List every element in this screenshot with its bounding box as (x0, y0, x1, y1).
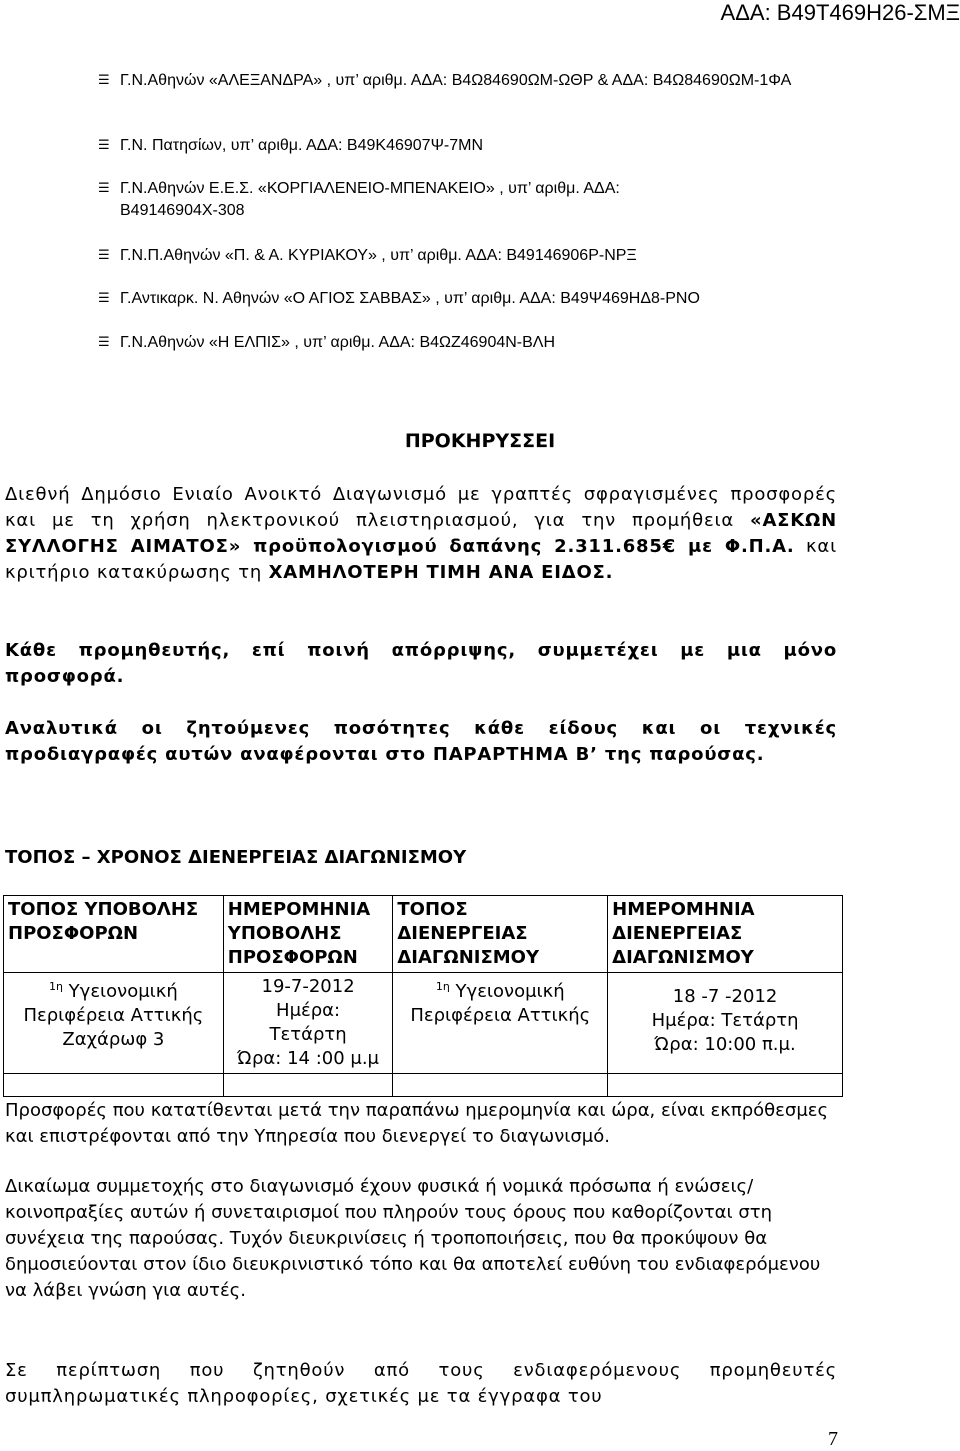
list-item-text: Γ.Αντικαρκ. Ν. Αθηνών «Ο ΑΓΙΟΣ ΣΑΒΒΑΣ» , υπ’ αριθμ. ΑΔΑ: Β49Ψ469ΗΔ8-ΡΝΟ (120, 290, 700, 307)
table-cell (608, 1074, 843, 1097)
table-cell: 19-7-2012 Ημέρα: Τετάρτη Ώρα: 14 :00 μ.μ (223, 973, 393, 1074)
schedule-table (3, 895, 843, 1097)
table-row (4, 973, 843, 1074)
intro-text-cont: και κριτήριο κατακύρωσης τη (5, 536, 837, 583)
page-number: 7 (828, 1428, 838, 1450)
table-cell: $^{1\eta}$ Υγειονομική Περιφέρεια Αττικής (393, 973, 608, 1074)
list-item-text: Γ.Ν.Αθηνών Ε.Ε.Σ. «ΚΟΡΓΙΑΛΕΝΕΙΟ-ΜΠΕΝΑΚΕΙΟ» , υπ’ αριθμ. ΑΔΑ: Β49146904Χ-308 (120, 180, 620, 219)
bullet-icon: ☰ (98, 335, 110, 350)
bullet-icon: ☰ (98, 73, 110, 88)
additional-info-paragraph: Σε περίπτωση που ζητηθούν από τους ενδιαφερόμενους προμηθευτές συμπληρωματικές πληροφορίες, σχετικές με τα έγγραφα του (5, 1360, 837, 1407)
award-criterion: ΧΑΜΗΛΟΤΕΡΗ ΤΙΜΗ ΑΝΑ ΕΙΔΟΣ. (268, 562, 614, 583)
intro-paragraph (5, 482, 837, 586)
col-header: ΗΜΕΡΟΜΗΝΙΑ ΥΠΟΒΟΛΗΣ ΠΡΟΣΦΟΡΩΝ (223, 896, 393, 973)
list-item-text: Γ.Ν.Αθηνών «Η ΕΛΠΙΣ» , υπ’ αριθμ. ΑΔΑ: Β4ΩΖ46904Ν-ΒΛΗ (120, 334, 556, 351)
ada-header: ΑΔΑ: Β49Τ469Η26-ΣΜΞ (720, 0, 960, 25)
intro-text: Διεθνή Δημόσιο Ενιαίο Ανοικτό Διαγωνισμό με γραπτές σφραγισμένες προσφορές και με τη χρήση ηλεκτρονικού πλειστηριασμού, για την προμήθεια (5, 484, 837, 531)
single-offer-paragraph: Κάθε προμηθευτής, επί ποινή απόρριψης, συμμετέχει με μια μόνο προσφορά. (5, 640, 837, 687)
specs-paragraph: Αναλυτικά οι ζητούμενες ποσότητες κάθε είδους και οι τεχνικές προδιαγραφές αυτών αναφέρονται στο ΠΑΡΑΡΤΗΜΑ Β’ της παρούσας. (5, 718, 837, 765)
list-item (98, 332, 820, 354)
col-header: ΤΟΠΟΣ ΥΠΟΒΟΛΗΣ ΠΡΟΣΦΟΡΩΝ (4, 896, 224, 973)
list-item (98, 245, 820, 267)
list-item-text: Γ.Ν. Πατησίων, υπ’ αριθμ. ΑΔΑ: Β49Κ46907Ψ-7ΜΝ (120, 137, 484, 154)
list-item (98, 178, 740, 222)
table-row (4, 1074, 843, 1097)
bullet-icon: ☰ (98, 248, 110, 263)
list-item-text: Γ.Ν.Π.Αθηνών «Π. & Α. ΚΥΡΙΑΚΟΥ» , υπ’ αριθμ. ΑΔΑ: Β49146906Ρ-ΝΡΞ (120, 247, 637, 264)
bullet-icon: ☰ (98, 181, 110, 196)
bullet-icon: ☰ (98, 138, 110, 153)
page-title: ΠΡΟΚΗΡΥΣΣΕΙ (404, 430, 556, 452)
table-cell (393, 1074, 608, 1097)
bullet-icon: ☰ (98, 291, 110, 306)
table-cell: 18 -7 -2012 Ημέρα: Τετάρτη Ώρα: 10:00 π.μ. (608, 973, 843, 1074)
table-cell (4, 1074, 224, 1097)
table-header-row (4, 896, 843, 973)
participation-paragraph: Δικαίωμα συμμετοχής στο διαγωνισμό έχουν φυσικά ή νομικά πρόσωπα ή ενώσεις/κοινοπραξίες αυτών ή συνεταιρισμοί που πληρούν τους όρους που καθορίζονται στη συνέχεια της παρούσας. Τυχόν διευκρινίσεις ή τροποποιήσεις, που θα προκύψουν θα δημοσιεύονται στον ίδιο διευκρινιστικό τόπο και θα αποτελεί ευθύνη του ενδιαφερόμενου να λάβει γνώση για αυτές. (5, 1176, 821, 1301)
list-item (98, 288, 820, 310)
list-item-text: Γ.Ν.Αθηνών «ΑΛΕΞΑΝΔΡΑ» , υπ’ αριθμ. ΑΔΑ: Β4Ω84690ΩΜ-ΩΘΡ & ΑΔΑ: Β4Ω84690ΩΜ-1ΦΑ (120, 72, 792, 89)
col-header: ΗΜΕΡΟΜΗΝΙΑ ΔΙΕΝΕΡΓΕΙΑΣ ΔΙΑΓΩΝΙΣΜΟΥ (608, 896, 843, 973)
intro-subject: «ΑΣΚΩΝ ΣΥΛΛΟΓΗΣ ΑΙΜΑΤΟΣ» προϋπολογισμού δαπάνης 2.311.685€ με Φ.Π.Α. (5, 510, 837, 557)
list-item (98, 70, 820, 92)
late-offers-paragraph: Προσφορές που κατατίθενται μετά την παραπάνω ημερομηνία και ώρα, είναι εκπρόθεσμες και επιστρέφονται από την Υπηρεσία που διενεργεί το διαγωνισμό. (5, 1100, 829, 1147)
table-cell: $^{1\eta}$ Υγειονομική Περιφέρεια Αττικής Ζαχάρωφ 3 (4, 973, 224, 1074)
section-title: ΤΟΠΟΣ – ΧΡΟΝΟΣ ΔΙΕΝΕΡΓΕΙΑΣ ΔΙΑΓΩΝΙΣΜΟΥ (5, 847, 467, 868)
table-cell (223, 1074, 393, 1097)
col-header: ΤΟΠΟΣ ΔΙΕΝΕΡΓΕΙΑΣ ΔΙΑΓΩΝΙΣΜΟΥ (393, 896, 608, 973)
list-item (98, 135, 820, 157)
